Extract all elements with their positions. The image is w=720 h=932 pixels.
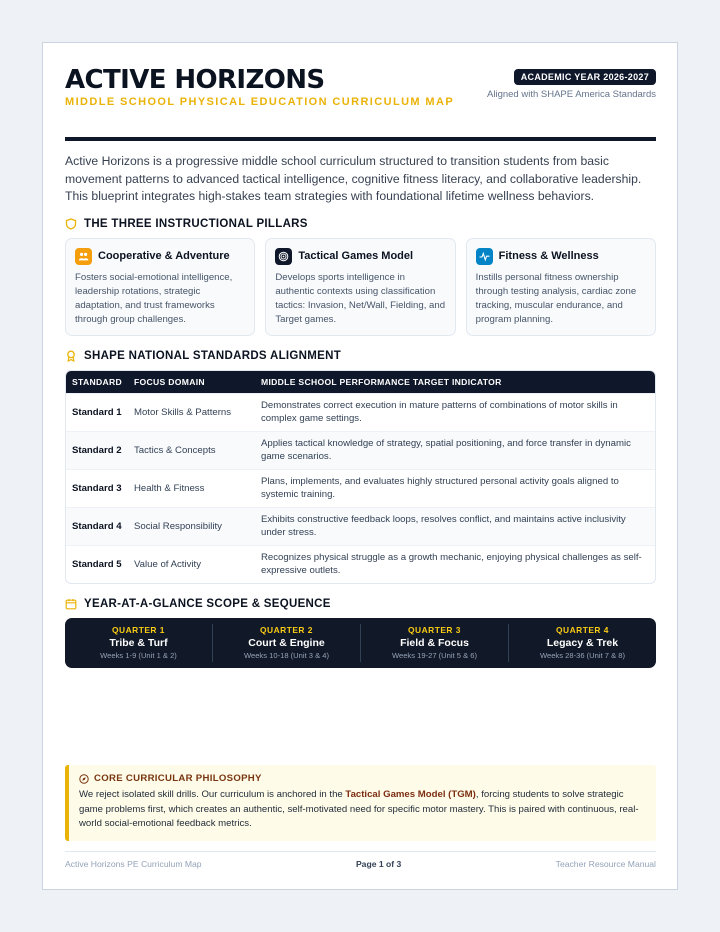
quarter-label: QUARTER 4 xyxy=(556,625,609,635)
footer-right: Teacher Resource Manual xyxy=(555,859,656,869)
standards-heading-text: SHAPE NATIONAL STANDARDS ALIGNMENT xyxy=(84,349,342,362)
quarter-block xyxy=(509,624,656,662)
award-icon xyxy=(65,350,77,362)
quarter-label: QUARTER 1 xyxy=(112,625,165,635)
quarter-title: Legacy & Trek xyxy=(546,637,619,649)
table-row xyxy=(66,469,655,507)
pillars-section xyxy=(65,218,656,336)
quarter-title: Court & Engine xyxy=(248,637,325,649)
scope-heading xyxy=(65,598,656,610)
pillars-heading xyxy=(65,218,656,230)
footer-left: Active Horizons PE Curriculum Map xyxy=(65,859,202,869)
pillar-card-header xyxy=(476,248,646,265)
scope-section xyxy=(65,598,656,668)
domain-cell: Health & Fitness xyxy=(128,469,255,507)
philosophy-text xyxy=(79,788,646,832)
pillars-heading-text: THE THREE INSTRUCTIONAL PILLARS xyxy=(84,217,308,230)
standard-cell: Standard 3 xyxy=(66,469,128,507)
pillar-card-fitness xyxy=(466,238,656,336)
table-header-row xyxy=(66,371,655,393)
quarter-label: QUARTER 3 xyxy=(408,625,461,635)
pillar-card-tactical xyxy=(265,238,455,336)
philosophy-callout xyxy=(65,765,656,841)
standard-cell: Standard 2 xyxy=(66,431,128,469)
target-cell: Exhibits constructive feedback loops, resolves conflict, and maintains active inclusivity under stress. xyxy=(255,507,655,545)
people-icon xyxy=(75,248,92,265)
standard-cell: Standard 4 xyxy=(66,507,128,545)
pillar-card-header xyxy=(75,248,245,265)
pillar-description: Fosters social-emotional intelligence, leadership rotations, strategic adaptation, and trust frameworks through group challenges. xyxy=(75,271,233,325)
philosophy-heading-text: CORE CURRICULAR PHILOSOPHY xyxy=(94,773,262,784)
intro-paragraph: Active Horizons is a progressive middle school curriculum structured to transition students from basic movement patterns to advanced tactical intelligence, cognitive fitness literacy, and collaborative leadership. This blueprint integrates high-stakes team strategies with foundational lifetime wellness behaviors. xyxy=(65,154,642,203)
column-header: MIDDLE SCHOOL PERFORMANCE TARGET INDICATOR xyxy=(255,371,655,393)
pillar-card-cooperative xyxy=(65,238,255,336)
page-number: Page 1 of 3 xyxy=(355,859,402,869)
table-row xyxy=(66,393,655,431)
pulse-icon xyxy=(476,248,493,265)
domain-cell: Motor Skills & Patterns xyxy=(128,393,255,431)
calendar-icon xyxy=(65,598,77,610)
compass-icon xyxy=(79,774,89,784)
standards-alignment-note: Aligned with SHAPE America Standards xyxy=(487,89,656,100)
academic-year-badge: ACADEMIC YEAR 2026-2027 xyxy=(514,69,656,85)
table-row xyxy=(66,431,655,469)
standards-table xyxy=(65,370,656,584)
scope-heading-text: YEAR-AT-A-GLANCE SCOPE & SEQUENCE xyxy=(84,597,331,610)
column-header: FOCUS DOMAIN xyxy=(128,371,255,393)
philosophy-text-part: We reject isolated skill drills. Our curriculum is anchored in the xyxy=(79,789,346,800)
page-subtitle: MIDDLE SCHOOL PHYSICAL EDUCATION CURRICULUM MAP xyxy=(65,96,455,108)
target-cell: Demonstrates correct execution in mature patterns of combinations of motor skills in complex game settings. xyxy=(255,393,655,431)
quarter-block xyxy=(361,624,509,662)
pillar-card-header xyxy=(275,248,445,265)
target-cell: Applies tactical knowledge of strategy, spatial positioning, and force transfer in dynamic game scenarios. xyxy=(255,431,655,469)
quarter-weeks: Weeks 28-36 (Unit 7 & 8) xyxy=(539,651,626,660)
quarter-title: Field & Focus xyxy=(400,637,469,649)
target-cell: Plans, implements, and evaluates highly structured personal activity goals aligned to systemic training. xyxy=(255,469,655,507)
quarter-title: Tribe & Turf xyxy=(109,637,168,649)
domain-cell: Tactics & Concepts xyxy=(128,431,255,469)
pillar-description: Instills personal fitness ownership through testing analysis, cardiac zone tracking, muscular endurance, and program planning. xyxy=(475,271,637,325)
pillar-description: Develops sports intelligence in authentic contexts using classification tactics: Invasion, Net/Wall, Fielding, and Target games. xyxy=(275,271,446,325)
page-content xyxy=(65,65,656,668)
philosophy-heading xyxy=(79,773,646,784)
table-row xyxy=(66,545,655,583)
page-header xyxy=(65,65,656,141)
shield-icon xyxy=(65,218,77,230)
standards-heading xyxy=(65,350,656,362)
quarter-block xyxy=(65,624,213,662)
standard-cell: Standard 1 xyxy=(66,393,128,431)
pillar-title: Fitness & Wellness xyxy=(498,250,599,262)
philosophy-text-part: , forcing students to solve strategic game problems first, which creates an authentic, self-motivated need for specific motor mastery. This is paired with continuous, real-world social-emotional feedback metrics. xyxy=(79,789,639,829)
target-icon xyxy=(275,248,292,265)
pillars-row xyxy=(65,238,656,336)
quarter-label: QUARTER 2 xyxy=(260,625,313,635)
table-row xyxy=(66,507,655,545)
quarter-weeks: Weeks 19-27 (Unit 5 & 6) xyxy=(391,651,478,660)
domain-cell: Value of Activity xyxy=(128,545,255,583)
quarter-weeks: Weeks 1-9 (Unit 1 & 2) xyxy=(100,651,177,660)
philosophy-emphasis: Tactical Games Model (TGM) xyxy=(345,789,476,800)
standards-section xyxy=(65,350,656,584)
domain-cell: Social Responsibility xyxy=(128,507,255,545)
pillar-title: Tactical Games Model xyxy=(298,250,414,262)
quarter-block xyxy=(213,624,361,662)
standard-cell: Standard 5 xyxy=(66,545,128,583)
quarters-band xyxy=(65,618,656,668)
column-header: STANDARD xyxy=(66,371,128,393)
page-title: ACTIVE HORIZONS xyxy=(65,65,325,95)
page-footer xyxy=(65,851,656,869)
pillar-title: Cooperative & Adventure xyxy=(98,250,230,262)
document-page xyxy=(42,42,678,890)
target-cell: Recognizes physical struggle as a growth mechanic, enjoying physical challenges as self-expressive outlets. xyxy=(255,545,655,583)
quarter-weeks: Weeks 10-18 (Unit 3 & 4) xyxy=(243,651,330,660)
